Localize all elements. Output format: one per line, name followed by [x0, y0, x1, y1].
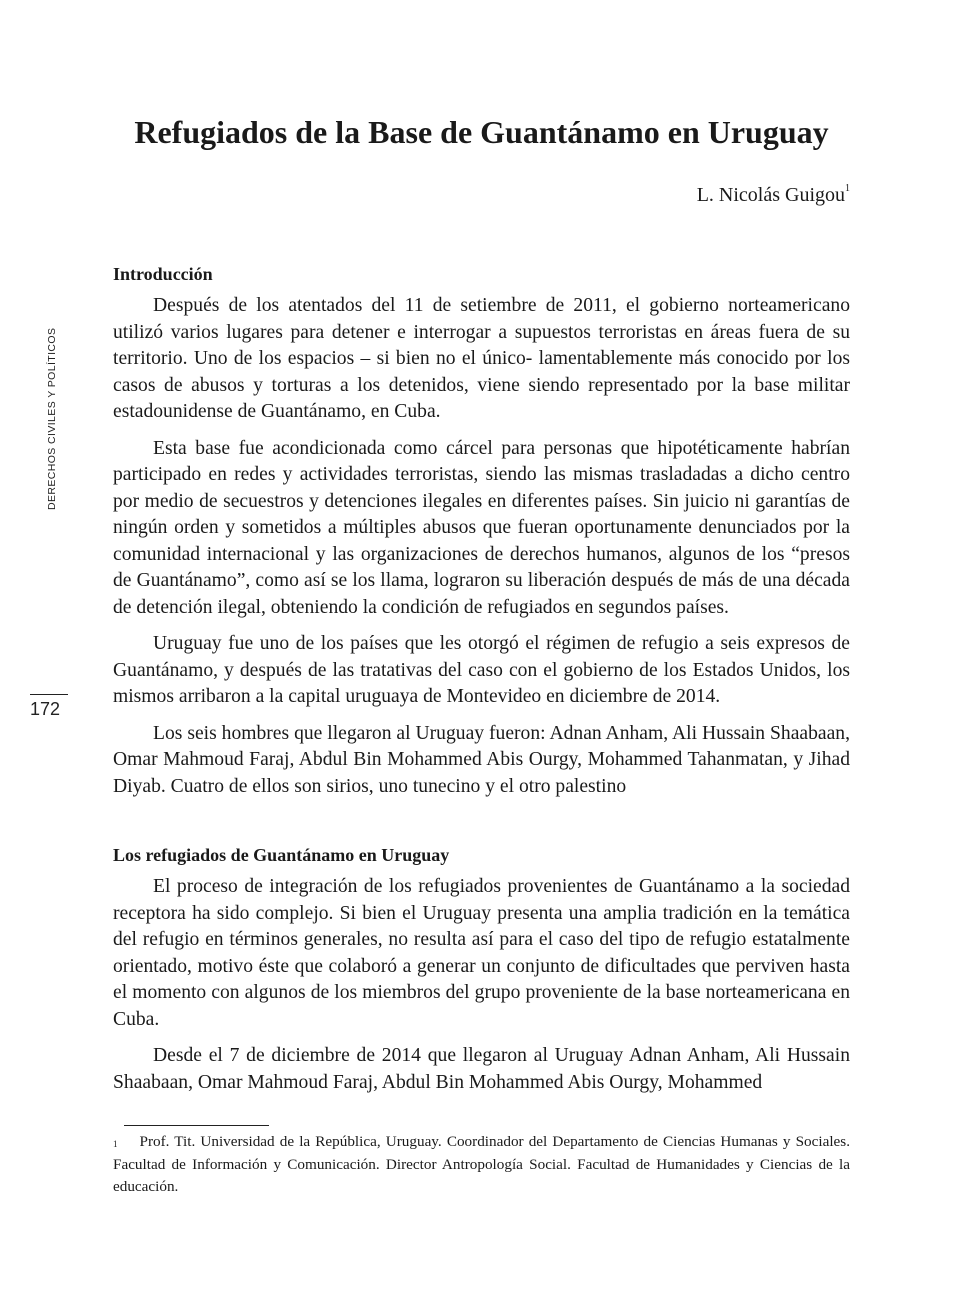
running-head: DERECHOS CIVILES Y POLÍTICOS	[46, 327, 58, 510]
section-heading: Introducción	[113, 264, 213, 284]
footnote	[113, 1131, 850, 1199]
page-number-rule	[30, 694, 68, 695]
footnote-marker: 1	[113, 1139, 118, 1149]
paragraph: Después de los atentados del 11 de setiembre de 2011, el gobierno norteamericano utilizó varios lugares para detener e interrogar a supuestos terroristas en áreas fuera de su territorio. Uno de los espacios – si bien no el único- lamentablemente más conocido por los casos de abusos y torturas a los detenidos, viene siendo representado por la base militar estadounidense de Guantánamo, en Cuba.	[113, 295, 850, 422]
section-heading: Los refugiados de Guantánamo en Uruguay	[113, 845, 450, 865]
article-title: Refugiados de la Base de Guantánamo en Uruguay	[134, 114, 829, 150]
author-name: L. Nicolás Guigou	[696, 184, 845, 206]
paragraph: El proceso de integración de los refugiados provenientes de Guantánamo a la sociedad receptora ha sido complejo. Si bien el Uruguay presenta una amplia tradición en la temática del refugio en términos generales, no resulta así para el caso del tipo de refugio estatalmente orientado, motivo éste que colaboró a generar un conjunto de dificultades que perviven hasta el momento con algunos de los miembros del grupo proveniente de la base norteamericana en Cuba.	[113, 876, 850, 1030]
paragraph: Uruguay fue uno de los países que les otorgó el régimen de refugio a seis expresos de Guantánamo, y después de las tratativas del caso con el gobierno de los Estados Unidos, los mismos arribaron a la capital uruguaya de Montevideo en diciembre de 2014.	[113, 633, 850, 707]
paragraph: Esta base fue acondicionada como cárcel para personas que hipotéticamente habrían participado en redes y actividades terroristas, siendo las mismas trasladadas a dicho centro por medio de secuestros y detenciones ilegales en diferentes países. Sin juicio ni garantías de ningún orden y sometidos a múltiples abusos que fueran oportunamente denunciados por la comunidad internacional y las organizaciones de derechos humanos, algunos de los “presos de Guantánamo”, como así se los llama, lograron su liberación después de más de una década de detención ilegal, obteniendo la condición de refugiados en segundos países.	[113, 437, 850, 618]
footnote-text: Prof. Tit. Universidad de la República, Uruguay. Coordinador del Departamento de Ciencias Humanas y Sociales. Facultad de Información y Comunicación. Director Antropología Social. Facultad de Humanidades y Ciencias de la educación.	[113, 1133, 850, 1195]
section-introduccion	[113, 262, 850, 810]
section-refugiados	[113, 843, 850, 1106]
footnote-rule	[124, 1125, 269, 1126]
author-footnote-ref: 1	[845, 183, 850, 194]
author-line	[500, 182, 850, 208]
paragraph: Los seis hombres que llegaron al Uruguay fueron: Adnan Anham, Ali Hussain Shaabaan, Omar Mahmoud Faraj, Abdul Bin Mohammed Abis Ourgy, Mohammed Tahanmatan, y Jihad Diyab. Cuatro de ellos son sirios, uno tunecino y el otro palestino	[113, 722, 850, 797]
paragraph: Desde el 7 de diciembre de 2014 que llegaron al Uruguay Adnan Anham, Ali Hussain Shaabaan, Omar Mahmoud Faraj, Abdul Bin Mohammed Abis Ourgy, Mohammed	[113, 1045, 850, 1093]
page-number: 172	[30, 699, 61, 719]
